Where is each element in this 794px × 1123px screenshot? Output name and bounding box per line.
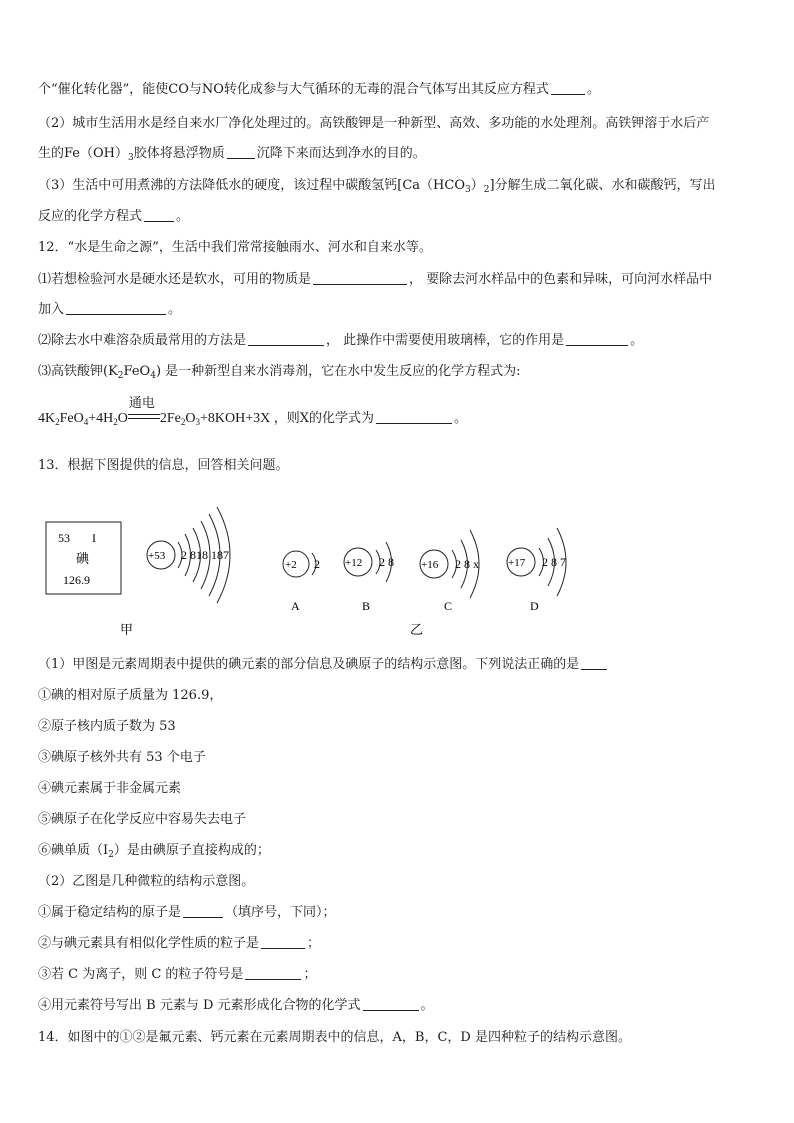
q13-text: ②与碘元素具有相似化学性质的粒子是 bbox=[38, 936, 260, 951]
q13-title: 13．根据下图提供的信息，回答相关问题。 bbox=[38, 458, 289, 473]
q11-text: 个“催化转化器”，能使CO与NO转化成参与大气循环的无毒的混合气体写出其反应方程式 bbox=[38, 82, 549, 97]
reaction-arrow bbox=[128, 396, 160, 426]
punct: ； bbox=[307, 936, 321, 951]
answer-blank[interactable] bbox=[245, 965, 301, 980]
particle-a-electrons: 2 bbox=[314, 557, 320, 571]
q11-text: （3）生活中可用煮沸的方法降低水的硬度，该过程中碳酸氢钙[Ca（HCO bbox=[38, 178, 465, 193]
q12-text: ⑴若想检验河水是硬水还是软水，可用的物质是 bbox=[38, 272, 312, 287]
q13-p2: （2）乙图是几种微粒的结构示意图。 bbox=[38, 874, 255, 889]
q13-option-3: ③碘原子核外共有 53 个电子 bbox=[38, 750, 206, 765]
answer-blank[interactable] bbox=[363, 996, 419, 1011]
q11-line2 bbox=[38, 114, 709, 134]
q13-sub-2 bbox=[38, 934, 320, 954]
particle-b-label: B bbox=[362, 599, 371, 613]
q13-option-6 bbox=[38, 841, 270, 865]
q11-text: ]分解生成二氧化碳、水和碳酸钙，写出 bbox=[489, 178, 716, 193]
q12-text: ，则X的化学式为 bbox=[273, 411, 375, 426]
q11-text: ） bbox=[470, 178, 484, 193]
q13-text: （1）甲图是元素周期表中提供的碘元素的部分信息及碘原子的结构示意图。下列说法正确的是 bbox=[38, 657, 580, 672]
eq-part: +4H bbox=[88, 411, 114, 426]
q11-text: （2）城市生活用水是经自来水厂净化处理过的。高铁酸钾是一种新型、高效、多功能的水处理剂。高铁钾溶于水后产 bbox=[38, 116, 710, 131]
subscript: 2 bbox=[117, 371, 124, 381]
q13-sub-3 bbox=[38, 965, 316, 985]
subscript: 4 bbox=[150, 371, 156, 381]
q11-text: 反应的化学方程式 bbox=[38, 209, 143, 224]
answer-blank[interactable] bbox=[144, 207, 174, 222]
particle-c-charge: +16 bbox=[421, 559, 439, 571]
particle-c-label: C bbox=[444, 599, 453, 613]
answer-blank[interactable] bbox=[566, 331, 628, 346]
particle-d-label: D bbox=[530, 599, 539, 613]
q12-p1-cont bbox=[38, 300, 181, 320]
reaction-equation: $4K_2FeO_4+4H_2O$ 通电 $2Fe_2O_3+8KOH+3X$ ，则X的化学式为 。 bbox=[38, 396, 468, 427]
particle-d-electrons: 2 8 7 bbox=[542, 555, 566, 569]
q13-text: （填序号，下同）； bbox=[225, 905, 336, 920]
punct: 。 bbox=[586, 82, 600, 97]
q13-text: ④用元素符号写出 B 元素与 D 元素形成化合物的化学式 bbox=[38, 998, 361, 1013]
q12-text: ， 此操作中需要使用玻璃棒，它的作用是 bbox=[326, 333, 565, 348]
q12-title: 12．“水是生命之源”，生活中我们常常接触雨水、河水和自来水等。 bbox=[38, 240, 432, 255]
atomic-number: 53 bbox=[58, 531, 70, 545]
answer-blank[interactable] bbox=[183, 903, 223, 918]
answer-blank[interactable] bbox=[66, 300, 166, 315]
particle-a-label: A bbox=[291, 599, 300, 613]
subscript: 2 bbox=[108, 850, 114, 860]
q13-option-2: ②原子核内质子数为 53 bbox=[38, 719, 176, 734]
q13-text: ③若 C 为离子，则 C 的粒子符号是 bbox=[38, 967, 244, 982]
q12-text: ⑶高铁酸钾(K bbox=[38, 364, 118, 379]
q13-sub-4 bbox=[38, 996, 434, 1016]
iodine-nucleus: +53 bbox=[148, 550, 166, 562]
punct: 。 bbox=[630, 333, 644, 348]
punct: 。 bbox=[454, 411, 468, 426]
q12-text: 加入 bbox=[38, 302, 65, 317]
q12-p3 bbox=[38, 362, 521, 386]
q12-p1 bbox=[38, 270, 712, 290]
q12-p2 bbox=[38, 331, 643, 351]
answer-blank[interactable] bbox=[261, 934, 305, 949]
q11-text: 生的Fe（OH） bbox=[38, 146, 128, 161]
answer-blank[interactable] bbox=[581, 655, 607, 670]
q11-text: 沉降下来而达到净水的目的。 bbox=[256, 146, 426, 161]
element-name: 碘 bbox=[76, 552, 90, 567]
q12-text: FeO bbox=[123, 364, 151, 379]
iodine-shell-electrons: 2 818 187 bbox=[181, 548, 229, 562]
answer-blank[interactable] bbox=[248, 331, 324, 346]
element-symbol: I bbox=[92, 531, 96, 545]
q11-line4 bbox=[38, 176, 716, 200]
q12-text: ， 要除去河水样品中的色素和异味，可向河水样品中 bbox=[409, 272, 713, 287]
particle-b-electrons: 2 8 bbox=[379, 555, 394, 569]
q14-title: 14．如图中的①②是氟元素、钙元素在元素周期表中的信息，A，B，C，D 是四种粒子的结构示意图。 bbox=[38, 1030, 631, 1045]
punct: 。 bbox=[420, 998, 434, 1013]
q13-sub-1 bbox=[38, 903, 336, 923]
q11-text: 胶体将悬浮物质 bbox=[133, 146, 225, 161]
q13-text: ①属于稳定结构的原子是 bbox=[38, 905, 182, 920]
q11-line5 bbox=[38, 207, 189, 227]
q13-option-1: ①碘的相对原子质量为 126.9， bbox=[38, 688, 223, 703]
eq-part: O bbox=[117, 411, 128, 426]
punct: 。 bbox=[168, 302, 182, 317]
q13-option-5: ⑤碘原子在化学反应中容易失去电子 bbox=[38, 812, 247, 827]
q11-line1 bbox=[38, 80, 600, 100]
q13-p1 bbox=[38, 655, 609, 675]
punct: ； bbox=[303, 967, 317, 982]
q13-option-4: ④碘元素属于非金属元素 bbox=[38, 781, 182, 796]
particle-c-electrons: 2 8 x bbox=[455, 557, 479, 571]
q13-text: ）是由碘原子直接构成的； bbox=[113, 843, 270, 858]
reaction-condition: 通电 bbox=[128, 396, 155, 411]
answer-blank[interactable] bbox=[227, 144, 255, 159]
answer-blank[interactable] bbox=[376, 409, 452, 424]
answer-blank[interactable] bbox=[313, 270, 407, 285]
eq-part: 4K bbox=[38, 411, 56, 426]
q13-text: ⑥碘单质（I bbox=[38, 843, 109, 858]
q11-line3 bbox=[38, 144, 426, 168]
particle-b-charge: +12 bbox=[345, 557, 363, 569]
q12-text: ) 是一种新型自来水消毒剂，它在水中发生反应的化学方程式为: bbox=[155, 364, 521, 379]
figure-label-yi: 乙 bbox=[410, 623, 424, 638]
eq-part: +8KOH+3X bbox=[200, 411, 271, 426]
figure-label-jia: 甲 bbox=[120, 623, 134, 638]
subscript: 3 bbox=[464, 185, 471, 195]
eq-part: 2Fe bbox=[159, 411, 181, 426]
atomic-mass: 126.9 bbox=[63, 573, 90, 587]
eq-part: O bbox=[185, 411, 196, 426]
subscript: 3 bbox=[128, 153, 134, 163]
q12-text: ⑵除去水中难溶杂质最常用的方法是 bbox=[38, 333, 247, 348]
punct: 。 bbox=[176, 209, 190, 224]
particle-d-charge: +17 bbox=[508, 557, 526, 569]
subscript: 2 bbox=[483, 185, 490, 195]
answer-blank[interactable] bbox=[551, 80, 585, 95]
particle-a-charge: +2 bbox=[285, 559, 297, 571]
atomic-structure-figure bbox=[0, 496, 794, 646]
eq-part: FeO bbox=[59, 411, 84, 426]
